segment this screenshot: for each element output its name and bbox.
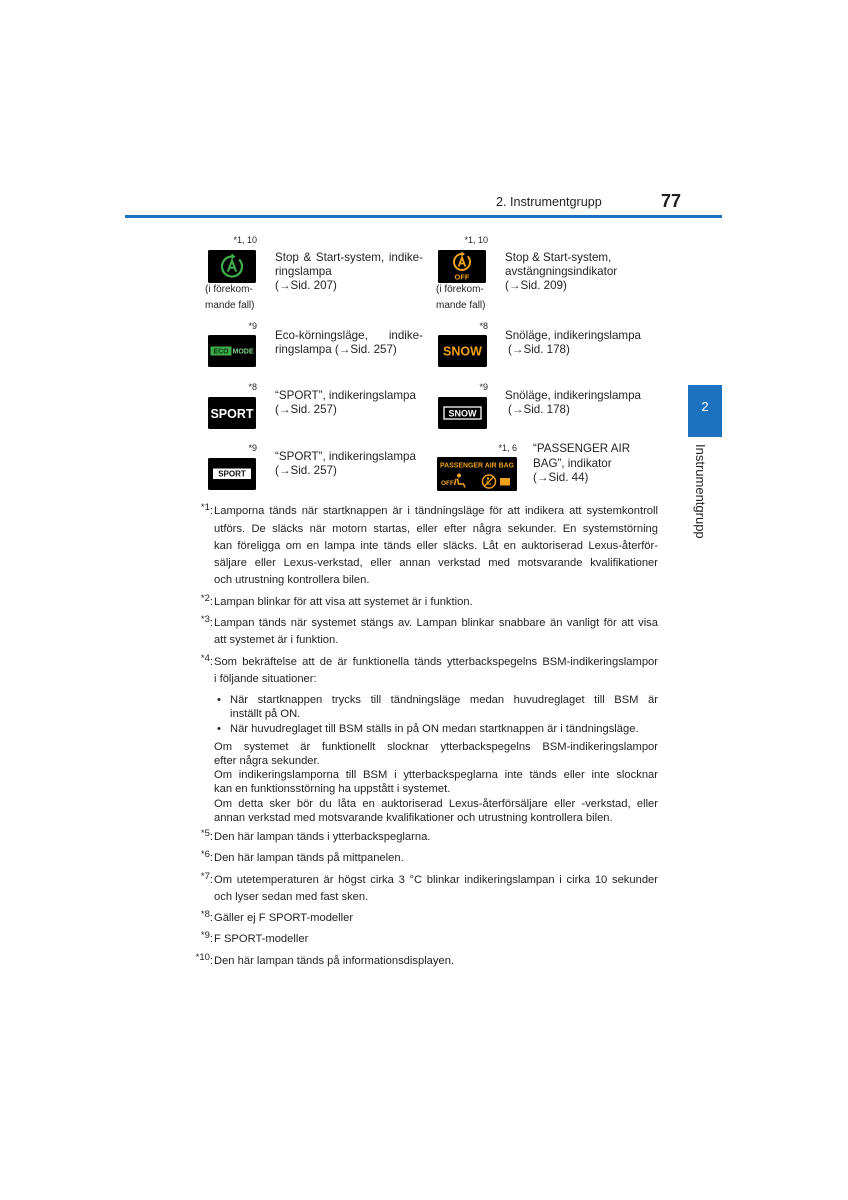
page-reference: (→Sid. 44) bbox=[533, 471, 589, 484]
indicator-description: avstängningsindikator bbox=[505, 265, 618, 278]
footnote-marker: $^{*8}$: bbox=[200, 909, 213, 924]
indicator-note: *9 bbox=[248, 443, 257, 453]
indicator-description: “SPORT”, indikeringslampa bbox=[275, 389, 416, 402]
footnote-line: och utrustning kontrollera bilen. bbox=[214, 574, 370, 586]
footnote-marker: $^{*6}$: bbox=[200, 849, 213, 864]
footnote-line: utförs. De släcks när motorn startas, eller efter några sekunder. En systemstörning bbox=[214, 523, 658, 535]
footnote-marker: $^{*4}$: bbox=[200, 653, 213, 668]
icon-caption: mande fall) bbox=[205, 300, 255, 311]
stop-start-off-indicator-icon bbox=[438, 250, 486, 283]
icon-label: SPORT bbox=[210, 406, 254, 421]
icon-label: ECO bbox=[213, 348, 229, 356]
footnote-line: efter några sekunder. bbox=[214, 755, 320, 767]
status-block bbox=[500, 478, 510, 486]
footnote-line: säljare eller Lexus-verkstad, eller annan verkstad med motsvarande kvalifikationer bbox=[214, 557, 658, 569]
indicator-note: *1, 10 bbox=[233, 235, 257, 245]
footnote-line: Om detta sker bör du låta en auktoriserad Lexus-återförsäljare eller -verkstad, eller bbox=[214, 798, 658, 810]
footnote-marker: $^{*1}$: bbox=[200, 502, 213, 517]
indicator-note: *9 bbox=[479, 382, 488, 392]
indicator-note: *8 bbox=[479, 321, 488, 331]
icon-label: PASSENGER AIR BAG bbox=[440, 462, 515, 470]
icon-label: OFF bbox=[441, 480, 454, 487]
footnote-marker: $^{*7}$: bbox=[200, 871, 213, 886]
footnote-line: Om systemet är funktionellt slocknar ytterbackspegelns BSM-indikeringslampor bbox=[214, 741, 658, 753]
bullet-line: När huvudreglaget till BSM ställs in på ON medan startknappen är i tändningsläge. bbox=[230, 723, 639, 735]
icon-label: MODE bbox=[232, 348, 254, 356]
snow-mode-indicator-icon bbox=[438, 335, 487, 367]
bullet-line: När startknappen trycks till tändningsläge medan huvudreglaget till BSM är bbox=[230, 694, 658, 706]
indicator-note: *1, 10 bbox=[464, 235, 488, 245]
footnote-line: Lampan blinkar för att visa att systemet är i funktion. bbox=[214, 596, 473, 608]
indicator-description: Snöläge, indikeringslampa bbox=[505, 389, 641, 402]
footnote-line: Om indikeringslamporna till BSM i ytterbackspeglarna inte tänds eller inte slocknar bbox=[214, 769, 658, 781]
page-reference: (→Sid. 257) bbox=[275, 403, 337, 416]
icon-caption: (i förekom- bbox=[205, 284, 253, 295]
bullet-glyph: • bbox=[217, 723, 221, 735]
bullet-glyph: • bbox=[217, 694, 221, 706]
page-reference: (→Sid. 209) bbox=[505, 279, 567, 292]
indicator-note: *8 bbox=[248, 382, 257, 392]
indicator-description: “SPORT”, indikeringslampa bbox=[275, 450, 416, 463]
footnote-line: Lamporna tänds när startknappen är i tändningsläge för att indikera att systemkontroll bbox=[214, 505, 658, 517]
footnote-line: F SPORT-modeller bbox=[214, 933, 309, 945]
indicator-note: *9 bbox=[248, 321, 257, 331]
eco-mode-indicator-icon bbox=[208, 335, 256, 367]
indicator-description: BAG”, indikator bbox=[533, 457, 612, 470]
footnote-line: annan verkstad med motsvarande kvalifikationer och utrustning kontrollera bilen. bbox=[214, 812, 613, 824]
footnote-line: kan föreligga om en lampa inte tänds eller släcks. Låt en auktoriserad Lexus-återför- bbox=[214, 540, 658, 552]
section-title: 2. Instrumentgrupp bbox=[496, 195, 602, 209]
sport-indicator-icon bbox=[208, 397, 256, 429]
footnote-line: Som bekräftelse att de är funktionella tänds ytterbackspegelns BSM-indikeringslampor bbox=[214, 656, 658, 668]
page-reference: (→Sid. 207) bbox=[275, 279, 337, 292]
footnote-marker: $^{*10}$: bbox=[195, 952, 213, 967]
indicator-note: *1, 6 bbox=[498, 443, 517, 453]
icon-label: SNOW bbox=[448, 408, 477, 419]
footnote-line: Den här lampan tänds på informationsdisplayen. bbox=[214, 955, 455, 967]
icon-caption: (i förekom- bbox=[436, 284, 484, 295]
sport-bar-indicator-icon bbox=[208, 458, 256, 490]
footnote-line: kan en funktionsstörning ha uppstått i systemet. bbox=[214, 783, 451, 795]
indicator-description: Stop & Start-system, bbox=[505, 251, 612, 264]
chapter-number: 2 bbox=[701, 399, 709, 414]
indicator-description: ringslampa bbox=[275, 265, 332, 278]
indicator-description: Snöläge, indikeringslampa bbox=[505, 329, 641, 342]
footnote-marker: $^{*5}$: bbox=[200, 828, 213, 843]
chapter-tab bbox=[688, 385, 722, 437]
indicator-description: Eco-körningsläge, indike- bbox=[275, 329, 423, 342]
footnote-line: och lyser sedan med fast sken. bbox=[214, 891, 369, 903]
page-reference: (→Sid. 257) bbox=[275, 464, 337, 477]
chapter-title: Instrumentgrupp bbox=[693, 444, 708, 539]
footnote-marker: $^{*3}$: bbox=[200, 614, 213, 629]
indicator-description: “PASSENGER AIR bbox=[533, 442, 631, 455]
footnote-line: Om utetemperaturen är högst cirka 3 °C blinkar indikeringslampan i cirka 10 sekunder bbox=[214, 874, 658, 886]
icon-label: SPORT bbox=[218, 469, 246, 479]
indicator-description: Stop & Start-system, indike- bbox=[275, 251, 423, 264]
page-number: 77 bbox=[661, 191, 682, 211]
indicator-description: ringslampa (→Sid. 257) bbox=[275, 343, 397, 356]
footnote-marker: $^{*2}$: bbox=[200, 593, 213, 608]
passenger-airbag-indicator-icon bbox=[437, 457, 517, 491]
icon-label: SNOW bbox=[443, 344, 482, 359]
footnote-line: Lampan tänds när systemet stängs av. Lampan blinkar snabbare än vanligt för att visa bbox=[214, 617, 658, 629]
footnote-line: att systemet är i funktion. bbox=[214, 634, 339, 646]
stop-start-indicator-icon bbox=[208, 250, 256, 283]
icon-label: OFF bbox=[454, 272, 470, 282]
footnote-line: Den här lampan tänds i ytterbackspeglarna. bbox=[214, 831, 431, 843]
page-reference: (→Sid. 178) bbox=[508, 343, 570, 356]
footnote-line: Den här lampan tänds på mittpanelen. bbox=[214, 852, 404, 864]
footnote-line: i följande situationer: bbox=[214, 673, 317, 685]
snow-mode-boxed-indicator-icon bbox=[438, 397, 487, 429]
footnote-line: Gäller ej F SPORT-modeller bbox=[214, 912, 354, 924]
icon-caption: mande fall) bbox=[436, 300, 486, 311]
footnote-marker: $^{*9}$: bbox=[200, 930, 213, 945]
header-rule bbox=[125, 215, 722, 218]
bullet-line: inställt på ON. bbox=[230, 708, 301, 720]
page-reference: (→Sid. 178) bbox=[508, 403, 570, 416]
